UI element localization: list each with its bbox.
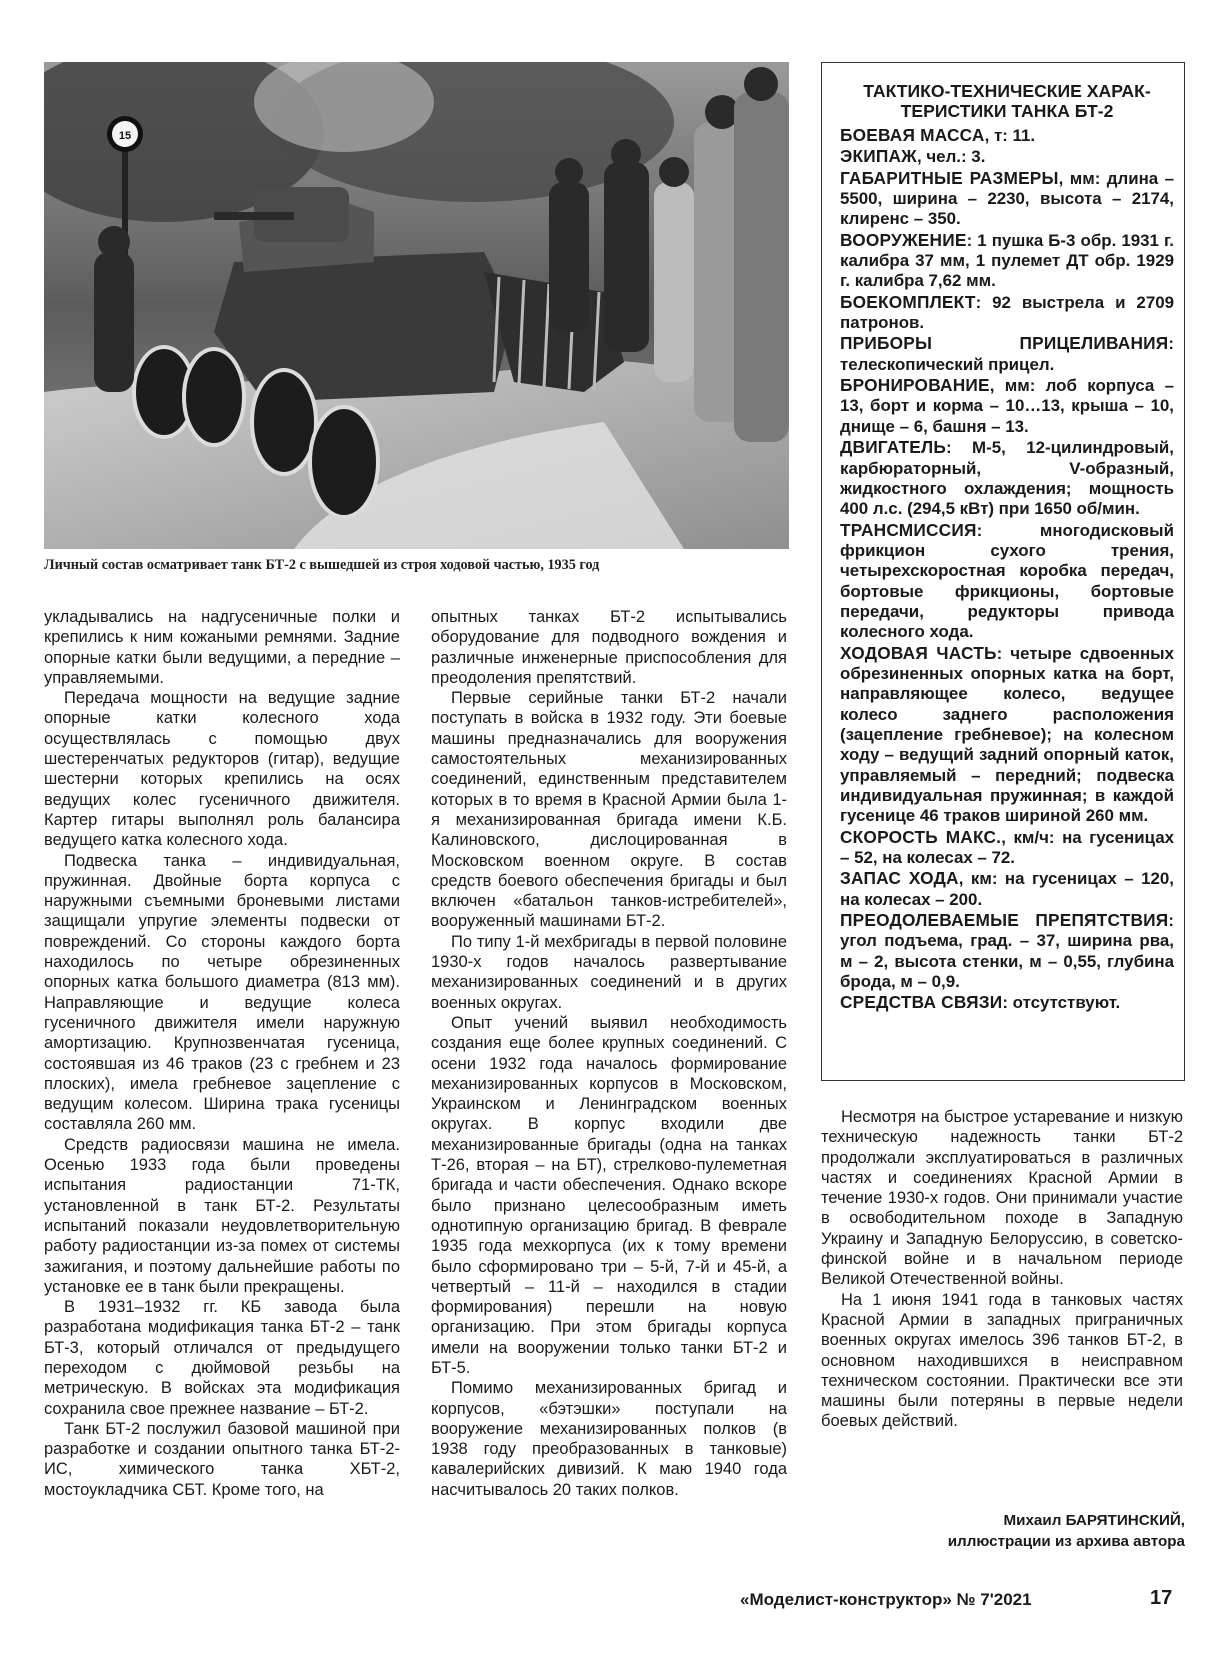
spec-value: : 1 пушка Б-3 обр. 1931 г. калибра 37 мм, 1 пулемет ДТ обр. 1929 г. калибра 7,62 мм.	[840, 230, 1174, 291]
spec-value: , чел.: 3.	[916, 147, 986, 167]
spec-value: : четыре сдвоенных обрезиненных опорных катка на борт, направляющее колесо, ведущее колесо заднего расположения (зацепление гребневое); на колесном ходу – ведущий задний опорный каток, управляемый – передний; подвеска индивидуальная пружинная; в каждой гусенице 46 траков шириной 260 мм.	[840, 643, 1175, 826]
spec-item	[840, 868, 1174, 910]
spec-label: ЭКИПАЖ	[840, 146, 917, 167]
page-number: 17	[1150, 1587, 1173, 1609]
paragraph: Передача мощности на ведущие задние опорные катки колесного хода осуществлялась с помощью двух шестеренчатых редукторов (гитар), ведущие шестерни которых крепились на осях ведущих колес гусеничного движителя. Картер гитары выполнял роль балансира ведущего катка колесного хода.	[44, 689, 400, 850]
spec-item	[840, 910, 1174, 992]
spec-label: БОЕКОМПЛЕКТ	[840, 291, 976, 312]
author-name: Михаил БАРЯТИНСКИЙ,	[1003, 1512, 1185, 1529]
spec-label: ТРАНСМИССИЯ	[840, 519, 977, 540]
spec-value: : отсутствуют.	[1002, 993, 1121, 1013]
paragraph: опытных танках БТ-2 испытывались оборудование для подводного вождения и различные инженерные приспособления для преодоления препятствий.	[431, 608, 787, 687]
specs-title-line: ТЕРИСТИКИ ТАНКА БТ-2	[900, 101, 1114, 121]
spec-label: ЗАПАС ХОДА	[840, 868, 959, 889]
spec-value: : М-5, 12-цилиндровый, карбюраторный, V-образный, жидкостного охлаждения; мощность 400 л.с. (294,5 кВт) при 1650 об/мин.	[840, 438, 1174, 519]
paragraph: Танк БТ-2 послужил базовой машиной при разработке и создании опытного танка БТ-2-ИС, химического танка ХБТ-2, мостоукладчика СБТ. Кроме того, на	[44, 1419, 400, 1499]
spec-value: , км/ч: на гусеницах – 52, на колесах – 72.	[840, 827, 1174, 868]
spec-item	[840, 333, 1174, 375]
paragraph: Помимо механизированных бригад и корпусов, «бэтэшки» поступали на вооружение механизированных полков (в 1938 году преобразованных в танковые) кавалерийских дивизий. К маю 1940 года насчитывалось 20 таких полков.	[431, 1379, 787, 1499]
spec-value: : 92 выстрела и 2709 патронов.	[840, 292, 1174, 333]
spec-value: : угол подъема, град. – 37, ширина рва, м – 2, высота стенки, м – 0,55, глубина брода, м – 0,9.	[840, 911, 1174, 992]
spec-label: ПРИБОРЫ ПРИЦЕЛИВАНИЯ	[840, 333, 1169, 354]
spec-value: , мм: лоб корпуса – 13, борт и корма – 10…13, крыша – 10, днище – 6, башня – 13.	[840, 376, 1174, 436]
paragraph: В 1931–1932 гг. КБ завода была разработана модификация танка БТ-2 – танк БТ-3, который отличался от предыдущего переходом с дюймовой резьбы на метрическую. В войсках эта модификация сохранила свое прежнее название – БТ-2.	[44, 1298, 400, 1418]
paragraph: укладывались на надгусеничные полки и крепились к ним кожаными ремнями. Задние опорные катки были ведущими, а передние – управляемыми.	[44, 608, 400, 687]
tank-photo	[44, 62, 789, 549]
paragraph: Несмотря на быстрое устаревание и низкую техническую надежность танки БТ-2 продолжали эксплуатироваться в различных частях и соединениях Красной Армии в течение 1930-х годов. Они принимали участие в освободительном походе в Западную Украину и Западную Белоруссию, в советско-финской войне и в начальном периоде Великой Отечественной войны.	[821, 1108, 1183, 1289]
spec-label: СРЕДСТВА СВЯЗИ	[840, 992, 1003, 1013]
sign-number: 15	[118, 130, 132, 142]
spec-label: БОЕВАЯ МАССА	[840, 125, 985, 145]
spec-label: ПРЕОДОЛЕВАЕМЫЕ ПРЕПЯТСТВИЯ	[840, 910, 1169, 931]
spec-item	[840, 992, 1174, 1013]
spec-item	[840, 292, 1174, 334]
spec-label: БРОНИРОВАНИЕ	[840, 375, 990, 396]
spec-value: : многодисковый фрикцион сухого трения, четырехскоростная коробка передач, бортовые фрикционы, бортовые передачи, редукторы привода колесного хода.	[840, 520, 1174, 642]
tank-photo-image	[44, 62, 789, 549]
text-column-3	[821, 1107, 1183, 1432]
magazine-footer: «Моделист-конструктор» № 7'2021	[740, 1590, 1032, 1609]
paragraph: Первые серийные танки БТ-2 начали поступать в войска в 1932 году. Эти боевые машины предназначались для вооружения самостоятельных механизированных соединений, единственным представителем которых в то время в Красной Армии была 1-я механизированная бригада имени К.Б. Калиновского, дислоцированная в Московском военном округе. В состав средств боевого обеспечения бригады и был включен «батальон танков-истребителей», вооруженный машинами БТ-2.	[431, 689, 787, 931]
spec-item	[840, 125, 1174, 146]
spec-item	[840, 520, 1174, 643]
spec-label: ДВИГАТЕЛЬ	[840, 437, 946, 458]
spec-value: : телескопический прицел.	[840, 334, 1174, 374]
spec-value: , мм: длина – 5500, ширина – 2230, высота – 2174, клиренс – 350.	[840, 168, 1174, 229]
text-column-1	[44, 607, 400, 1500]
paragraph: Опыт учений выявил необходимость создания еще более крупных соединений. С осени 1932 года началось формирование механизированных корпусов в Московском, Украинском и Ленинградском военных округах. В корпус входили две механизированные бригады (одна на танках Т-26, вторая – на БТ), стрелково-пулеметная бригада и части обеспечения. Однако вскоре было признано целесообразным иметь однотипную организацию бригад. В феврале 1935 года мехкорпуса (их к тому времени было сформировано три – 5-й, 7-й и 45-й, а четвертый – 11-й – находился в стадии формирования) перешли на новую организацию. При этом бригады корпуса имели на вооружении только танки БТ-2 и БТ-5.	[431, 1013, 787, 1377]
spec-item	[840, 827, 1174, 869]
spec-item	[840, 643, 1174, 827]
specs-box	[821, 62, 1185, 1081]
author-block	[948, 1510, 1185, 1552]
spec-label: ВООРУЖЕНИЕ	[840, 229, 967, 250]
specs-title-line: ТАКТИКО-ТЕХНИЧЕСКИЕ ХАРАК-	[863, 81, 1151, 101]
author-credit: иллюстрации из архива автора	[947, 1533, 1185, 1550]
text-column-2	[431, 607, 787, 1500]
spec-item	[840, 146, 1174, 167]
specs-list	[840, 125, 1174, 1014]
paragraph: По типу 1-й мехбригады в первой половине 1930-х годов началось развертывание механизированных соединений и в других военных округах.	[431, 932, 787, 1012]
spec-label: ХОДОВАЯ ЧАСТЬ	[840, 642, 997, 663]
spec-label: СКОРОСТЬ МАКС.	[840, 826, 1002, 847]
spec-label: ГАБАРИТНЫЕ РАЗМЕРЫ	[840, 167, 1059, 188]
paragraph: Средств радиосвязи машина не имела. Осенью 1933 года были проведены испытания радиостанции 71-ТК, установленной в танк БТ-2. Результаты испытаний показали неудовлетворительную работу радиостанции из-за помех от системы зажигания, и поэтому дальнейшие работы по установке ее в танк были прекращены.	[44, 1135, 400, 1296]
spec-value: , км: на гусеницах – 120, на колесах – 200.	[840, 869, 1174, 909]
spec-item	[840, 230, 1174, 292]
spec-value: , т: 11.	[984, 126, 1036, 145]
specs-title	[840, 81, 1174, 121]
spec-item	[840, 437, 1174, 519]
paragraph: На 1 июня 1941 года в танковых частях Красной Армии в западных приграничных военных округах имелось 396 танков БТ-2, в основном находившихся в неисправном техническом состоянии. Практически все эти машины были потеряны в первые недели боевых действий.	[821, 1290, 1183, 1431]
spec-item	[840, 168, 1174, 230]
photo-caption: Личный состав осматривает танк БТ-2 с вышедшей из строя ходовой частью, 1935 год	[44, 557, 600, 573]
spec-item	[840, 375, 1174, 437]
paragraph: Подвеска танка – индивидуальная, пружинная. Двойные борта корпуса с наружными съемными броневыми листами защищали упругие элементы подвески от повреждений. Со стороны каждого борта находилось по четыре обрезиненных опорных катка большого диаметра (813 мм). Направляющие и ведущие колеса гусеничного движителя имели наружную амортизацию. Крупнозвенчатая гусеница, состоявшая из 46 траков (23 с гребнем и 23 плоских), имела гребневое зацепление с ведущим колесом. Ширина трака гусеницы составляла 260 мм.	[44, 851, 400, 1134]
